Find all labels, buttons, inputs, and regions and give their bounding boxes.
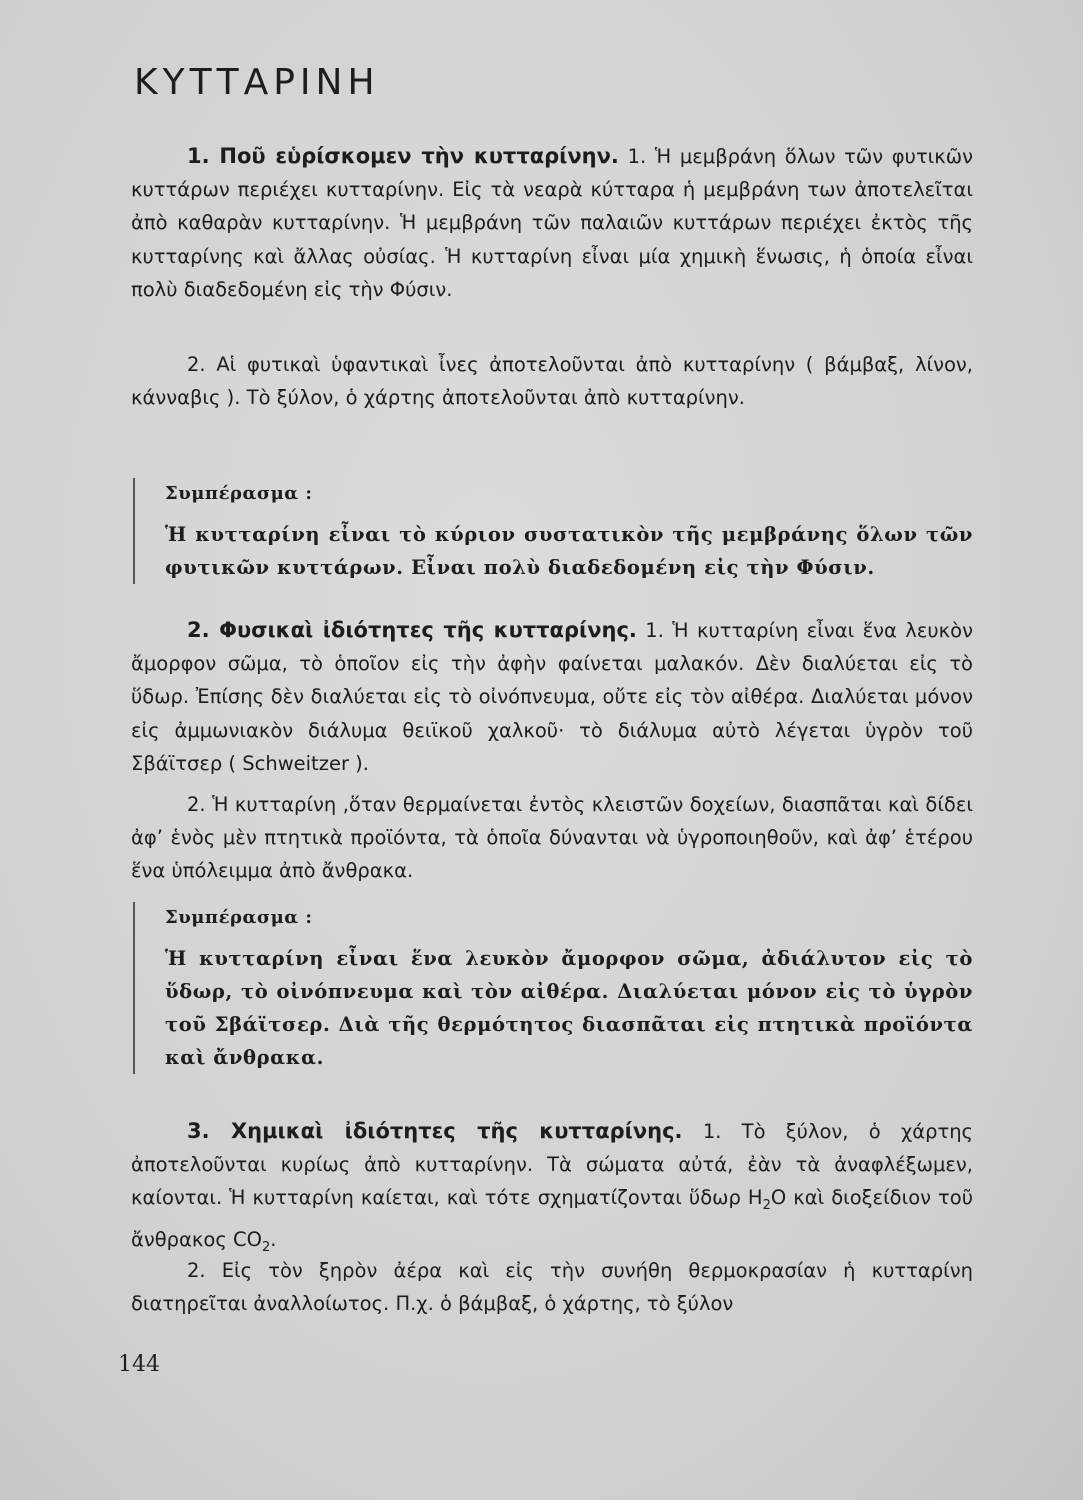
page-number: 144 <box>118 1352 160 1377</box>
conclusion-text: Ἡ κυτταρίνη εἶναι ἕνα λευκὸν ἄμορφον σῶμα, ἀδιάλυτον εἰς τὸ ὕδωρ, τὸ οἰνόπνευμα καὶ τὸν αἰθέρα. Διαλύεται μόνον εἰς τὸ ὑγρὸν τοῦ Σβάϊτσερ. Διὰ τῆς θερμότητος διασπᾶται εἰς πτητικὰ προϊόντα καὶ ἄνθρακα. <box>165 947 973 1069</box>
conclusion-text: Ἡ κυτταρίνη εἶναι τὸ κύριον συστατικὸν τῆς μεμβράνης ὅλων τῶν φυτικῶν κυττάρων. Εἶναι πολὺ διαδεδομένη εἰς τὴν Φύσιν. <box>165 523 973 579</box>
section-2-paragraph-1 <box>131 614 973 780</box>
co2-formula: $CO_2$ <box>232 1227 271 1255</box>
section-3-paragraph-1: 3. Χημικαὶ ἰδιότητες τῆς κυτταρίνης. 1. Τὸ ξύλον, ὁ χάρτης ἀποτελοῦνται κυρίως ἀπὸ κυτταρίνην. Τὰ σώματα αὐτά, ἐὰν τὰ ἀναφλέξωμεν, καίονται. Ἡ κυτταρίνη καίεται, καὶ τότε σχηματίζονται ὕδωρ $H_2O$ καὶ διοξείδιον τοῦ ἄνθρακος $CO_2$. <box>131 1119 974 1255</box>
section-3-paragraph-2: 2. Εἰς τὸν ξηρὸν ἀέρα καὶ εἰς τὴν συνήθη θερμοκρασίαν ἡ κυτταρίνη διατηρεῖται ἀναλλοίωτος. Π.χ. ὁ βάμβαξ, ὁ χάρτης, τὸ ξύλον <box>131 1259 973 1316</box>
conclusion-label: Συμπέρασμα : <box>165 907 313 928</box>
section-1-heading: 1. Ποῦ εὑρίσκομεν τὴν κυτταρίνην. <box>187 144 619 168</box>
section-2-conclusion <box>133 902 973 1074</box>
section-3-text-1: 1. Τὸ ξύλον, ὁ χάρτης ἀποτελοῦνται κυρίως ἀπὸ κυτταρίνην. Τὰ σώματα αὐτά, ἐὰν τὰ ἀναφλέξωμεν, καίονται. Ἡ κυτταρίνη καίεται, καὶ τότε σχηματίζονται ὕδωρ <box>131 1120 973 1210</box>
section-1-text-1: 1. Ἡ μεμβράνη ὅλων τῶν φυτικῶν κυττάρων περιέχει κυτταρίνην. Εἰς τὰ νεαρὰ κύτταρα ἡ μεμβράνη των ἀποτελεῖται ἀπὸ καθαρὰν κυτταρίνην. Ἡ μεμβράνη τῶν παλαιῶν κυττάρων περιέχει ἐκτὸς τῆς κυτταρίνης καὶ ἄλλας οὐσίας. Ἡ κυτταρίνη εἶναι μία χημικὴ ἕνωσις, ἡ ὁποία εἶναι πολὺ διαδεδομένη εἰς τὴν Φύσιν. <box>131 145 973 301</box>
section-2-text-1: 1. Ἡ κυτταρίνη εἶναι ἕνα λευκὸν ἄμορφον σῶμα, τὸ ὁποῖον εἰς τὴν ἀφὴν φαίνεται μαλακόν. Δὲν διαλύεται εἰς τὸ ὕδωρ. Ἐπίσης δὲν διαλύεται εἰς τὸ οἰνόπνευμα, οὔτε εἰς τὸν αἰθέρα. Διαλύεται μόνον εἰς ἀμμωνιακὸν διάλυμα θειϊκοῦ χαλκοῦ· τὸ διάλυμα αὐτὸ λέγεται ὑγρὸν τοῦ Σβάϊτσερ ( Schweitzer ). <box>131 619 973 775</box>
section-1-paragraph-2: 2. Αἱ φυτικαὶ ὑφαντικαὶ ἶνες ἀποτελοῦνται ἀπὸ κυτταρίνην ( βάμβαξ, λίνον, κάνναβις ). Τὸ ξύλον, ὁ χάρτης ἀποτελοῦνται ἀπὸ κυτταρίνην. <box>131 353 973 410</box>
conclusion-label: Συμπέρασμα : <box>165 483 313 504</box>
section-1-paragraph-1 <box>131 140 973 306</box>
section-1-conclusion <box>133 478 973 584</box>
section-2-paragraph-2: 2. Ἡ κυτταρίνη ,ὅταν θερμαίνεται ἐντὸς κλειστῶν δοχείων, διασπᾶται καὶ δίδει ἀφ’ ἑνὸς μὲν πτητικὰ προϊόντα, τὰ ὁποῖα δύνανται νὰ ὑγροποιηθοῦν, καὶ ἀφ’ ἑτέρου ἕνα ὑπόλειμμα ἀπὸ ἄνθρακα. <box>131 793 973 883</box>
page-title: ΚΥΤΤΑΡΙΝΗ <box>134 62 380 103</box>
water-formula: $H_2O$ <box>747 1186 787 1214</box>
section-3-text-mid: καὶ διοξείδιον τοῦ ἄνθρακος <box>131 1186 974 1251</box>
section-2-heading: 2. Φυσικαὶ ἰδιότητες τῆς κυτταρίνης. <box>187 618 637 642</box>
section-3-heading: 3. Χημικαὶ ἰδιότητες τῆς κυτταρίνης. <box>187 1119 683 1143</box>
